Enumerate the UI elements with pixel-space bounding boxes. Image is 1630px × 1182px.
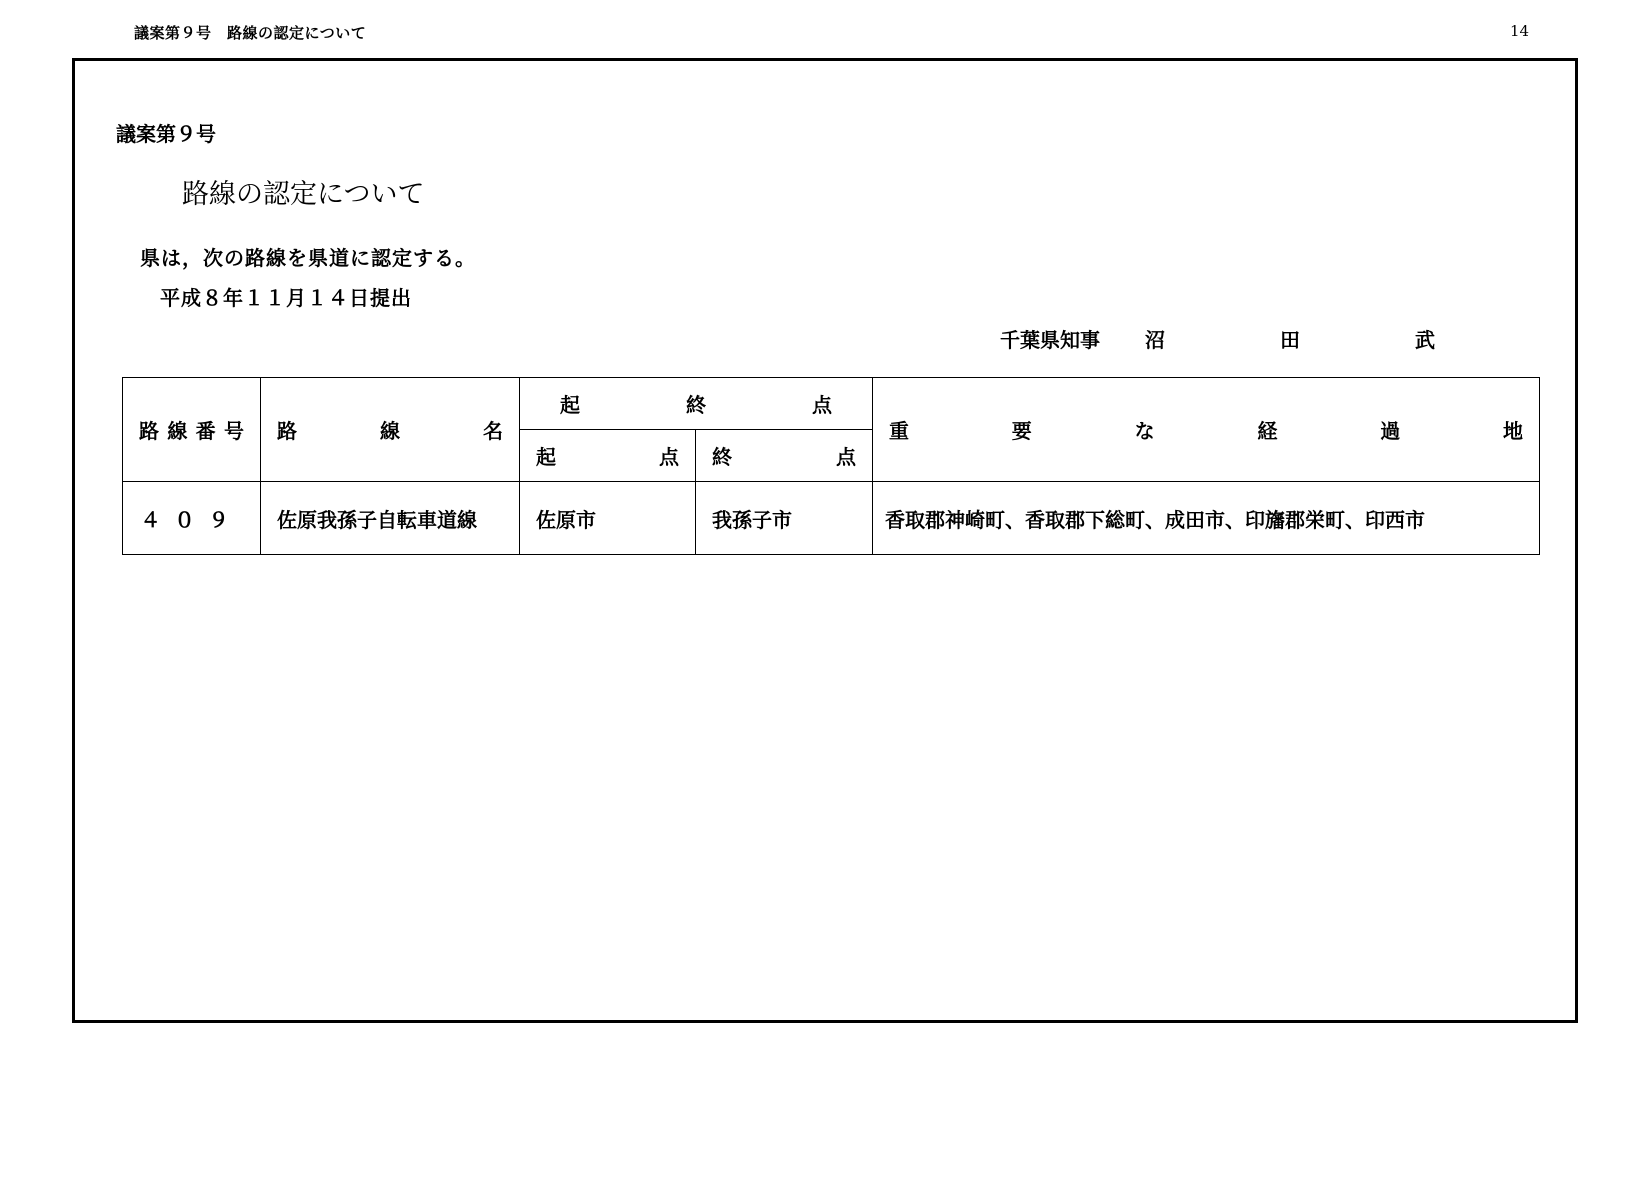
header-route-name: 路 線 名 xyxy=(261,378,520,482)
resolution-text: 県は，次の路線を県道に認定する。 xyxy=(140,246,476,270)
cell-route-name: 佐原我孫子自転車道線 xyxy=(261,482,520,555)
table-row xyxy=(123,482,1540,555)
cell-end: 我孫子市 xyxy=(696,482,873,555)
cell-via: 香取郡神崎町、香取郡下総町、成田市、印旛郡栄町、印西市 xyxy=(873,482,1540,555)
page-number: 14 xyxy=(1510,22,1530,40)
cell-route-number: ４０９ xyxy=(123,482,261,555)
route-table xyxy=(122,377,1540,555)
signer-name xyxy=(1145,324,1435,353)
signer-name-char: 武 xyxy=(1415,328,1435,352)
bill-number: 議案第９号 xyxy=(116,122,216,146)
header-route-number: 路 線 番 号 xyxy=(123,378,261,482)
submission-date: 平成８年１１月１４日提出 xyxy=(160,286,412,310)
table-header-row xyxy=(123,378,1540,430)
signer-title: 千葉県知事 xyxy=(1000,328,1100,352)
header-start: 起 点 xyxy=(520,430,696,482)
header-end: 終 点 xyxy=(696,430,873,482)
cell-start: 佐原市 xyxy=(520,482,696,555)
header-start-end: 起 終 点 xyxy=(520,378,873,430)
document-title: 路線の認定について xyxy=(182,179,425,210)
signer-name-char: 田 xyxy=(1280,328,1300,352)
running-header-title: 議案第９号 路線の認定について xyxy=(134,24,367,42)
header-via: 重 要 な 経 過 地 xyxy=(873,378,1540,482)
signer-name-char: 沼 xyxy=(1145,328,1165,352)
